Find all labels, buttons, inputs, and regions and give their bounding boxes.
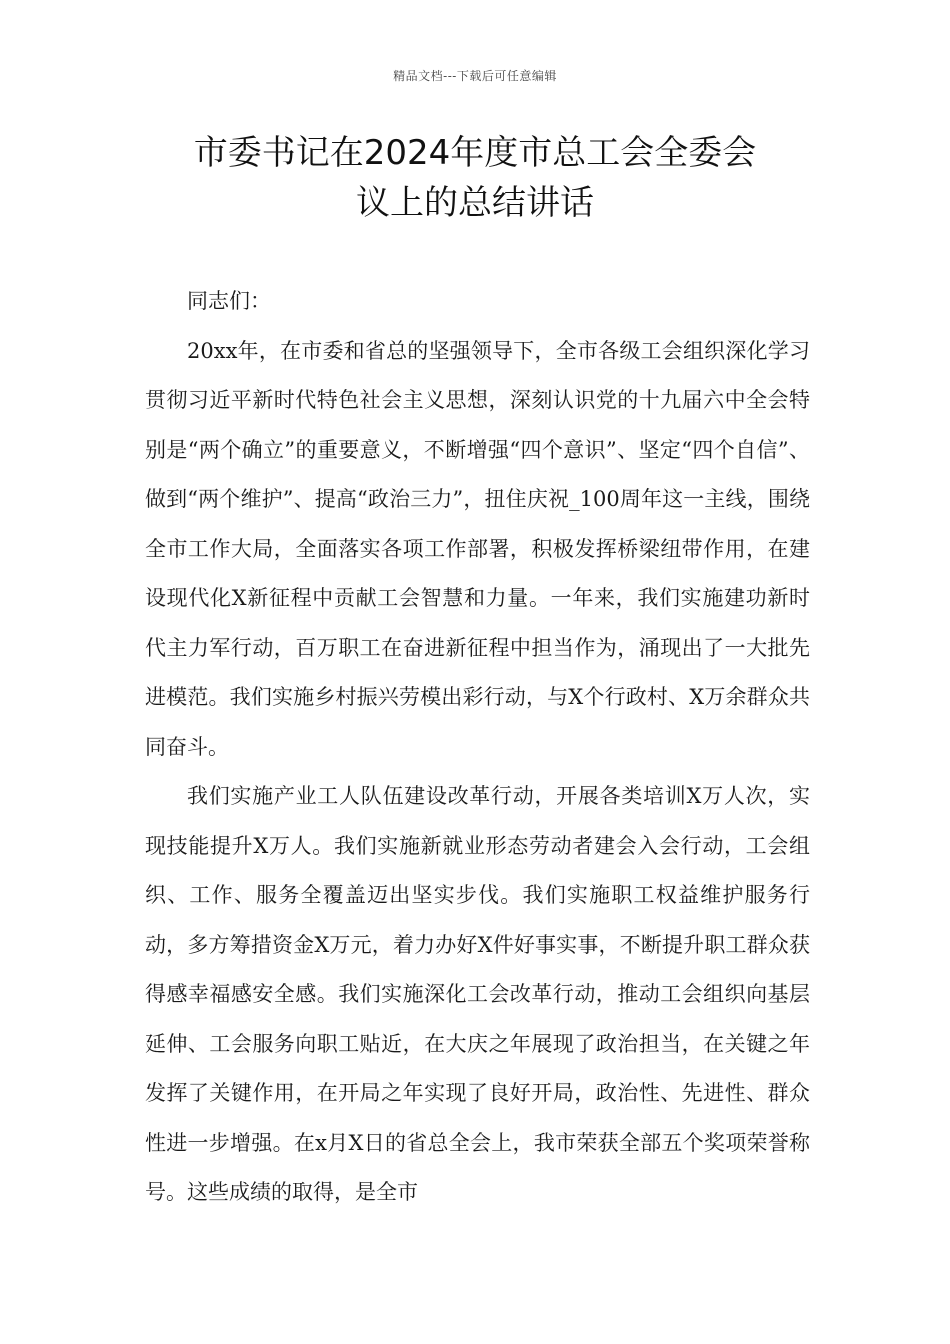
paragraph-1: 20xx年，在市委和省总的坚强领导下，全市各级工会组织深化学习贯彻习近平新时代特色社会主义思想，深刻认识党的十九届六中全会特别是“两个确立”的重要意义，不断增强“四个意识”、坚定“四个自信”、做到“两个维护”、提高“政治三力”，扭住庆祝_100周年这一主线，围绕全市工作大局，全面落实各项工作部署，积极发挥桥梁纽带作用，在建设现代化X新征程中贡献工会智慧和力量。一年来，我们实施建功新时代主力军行动，百万职工在奋进新征程中担当作为，涌现出了一大批先进模范。我们实施乡村振兴劳模出彩行动，与X个行政村、X万余群众共同奋斗。: [145, 338, 810, 759]
title-line-1: 市委书记在2024年度市总工会全委会: [193, 133, 757, 173]
header-note: 精品文档---下载后可任意编辑: [393, 69, 557, 83]
document-title: [120, 128, 830, 228]
title-line-2: 议上的总结讲话: [356, 183, 594, 223]
paragraph-2: 我们实施产业工人队伍建设改革行动，开展各类培训X万人次，实现技能提升X万人。我们实施新就业形态劳动者建会入会行动，工会组织、工作、服务全覆盖迈出坚实步伐。我们实施职工权益维护服务行动，多方筹措资金X万元，着力办好X件好事实事，不断提升职工群众获得感幸福感安全感。我们实施深化工会改革行动，推动工会组织向基层延伸、工会服务向职工贴近，在大庆之年展现了政治担当，在关键之年发挥了关键作用，在开局之年实现了良好开局，政治性、先进性、群众性进一步增强。在x月X日的省总全会上，我市荣获全部五个奖项荣誉称号。这些成绩的取得，是全市: [145, 784, 810, 1204]
greeting: 同志们：: [187, 289, 271, 313]
document-body: [145, 277, 810, 1218]
